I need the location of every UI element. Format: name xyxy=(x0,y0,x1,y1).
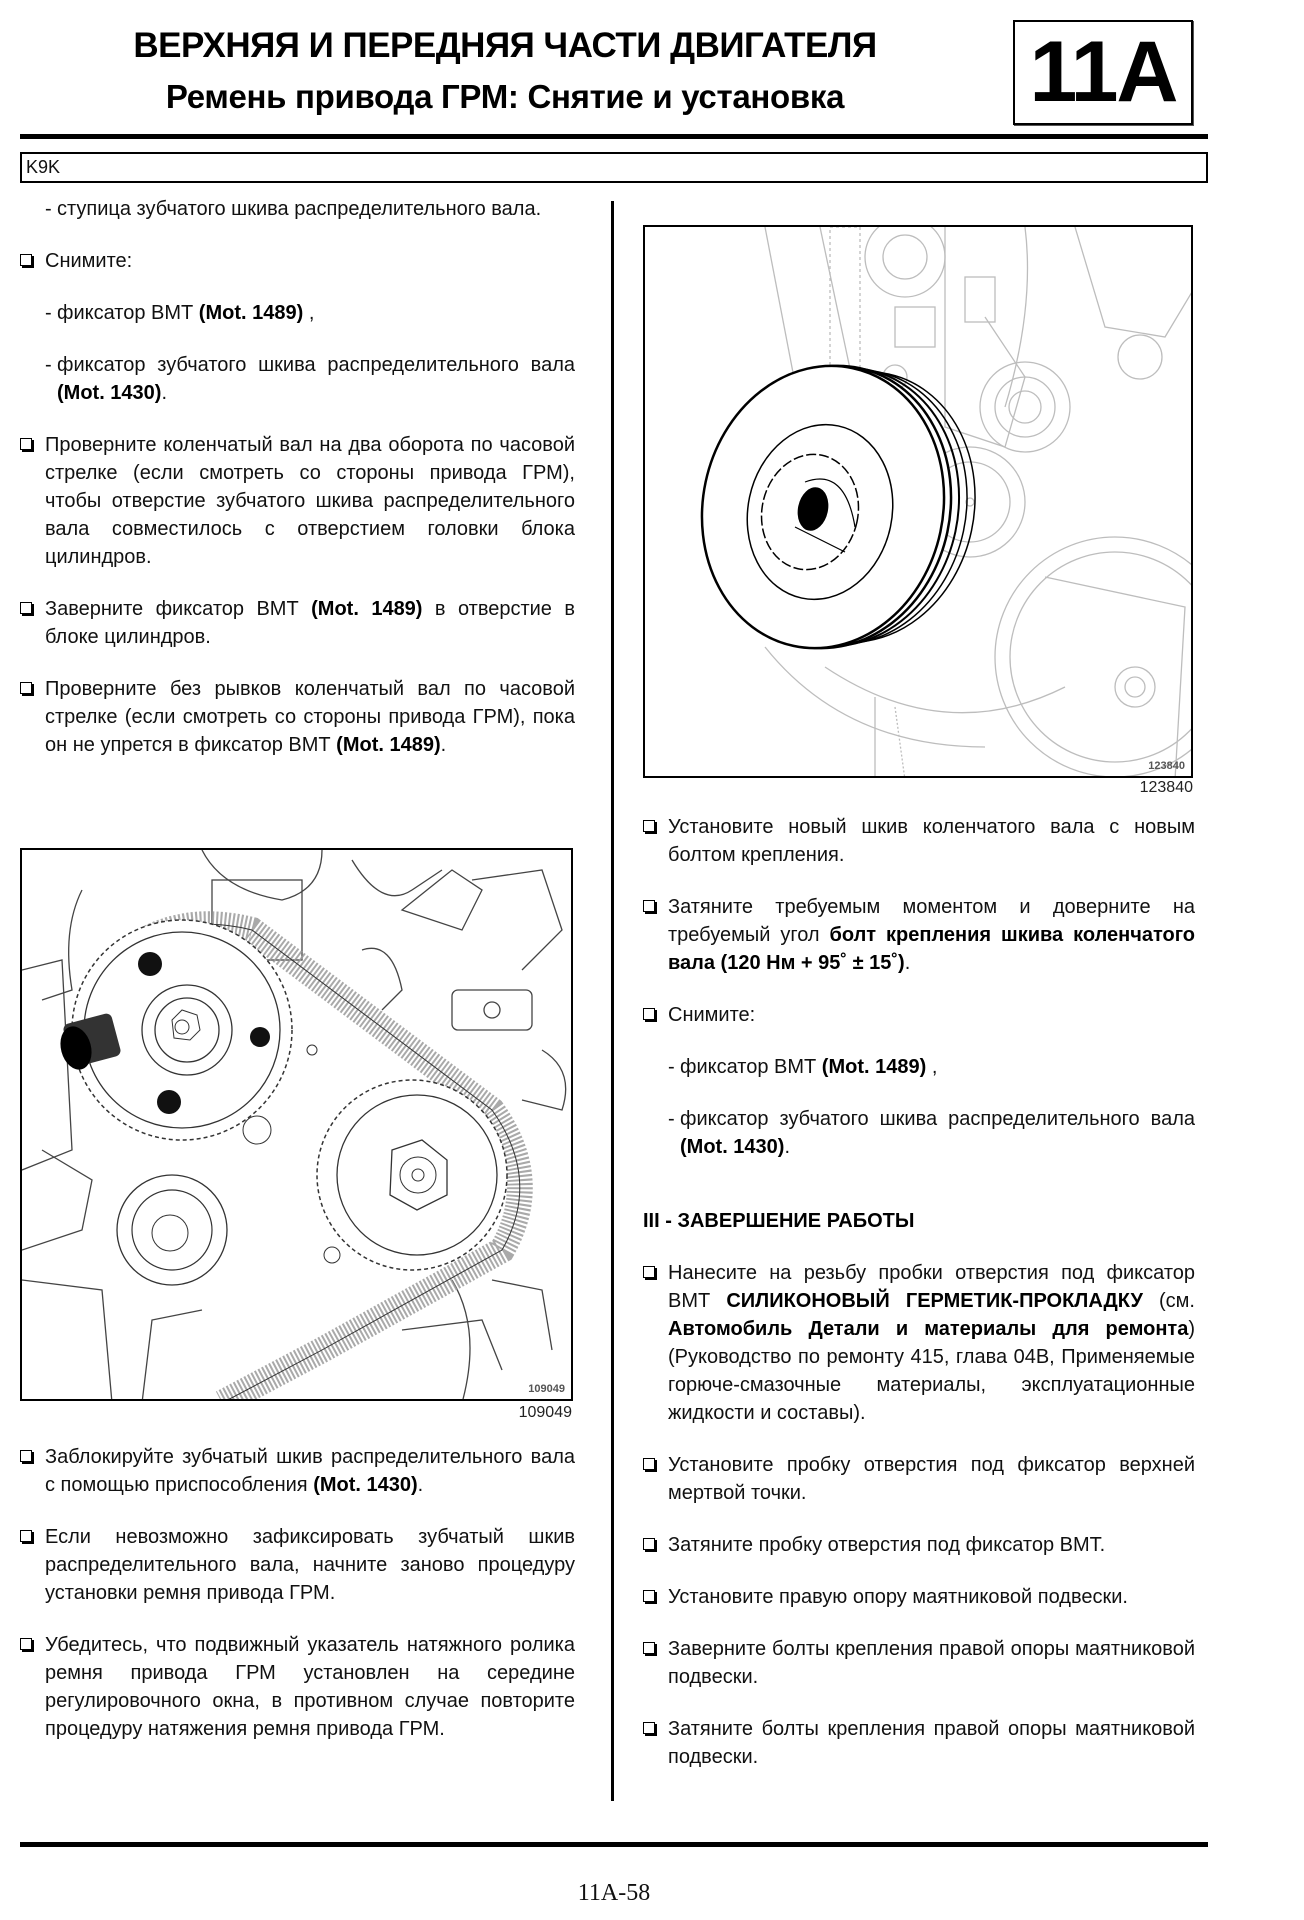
checkbox-square-icon xyxy=(20,682,32,694)
figure-inner-number: 123840 xyxy=(1148,760,1185,772)
step-rotate-smooth: Проверните без рывков коленчатый вал по часовой стрелке (если смотреть со стороны привода ГРМ), пока он не упрется в фиксатор ВМТ (Mot. 1489). xyxy=(20,675,575,759)
engine-code: K9K xyxy=(26,157,61,177)
sub-item: - фиксатор ВМТ (Mot. 1489) , xyxy=(45,302,315,324)
checkbox-square-icon xyxy=(643,820,655,832)
engine-code-bar xyxy=(20,152,1208,183)
figure-crankshaft-pulley xyxy=(643,225,1193,778)
step-screw-in-tdc-pin: Заверните фиксатор ВМТ (Mot. 1489) в отверстие в блоке цилиндров. xyxy=(20,595,575,651)
footer-divider xyxy=(20,1842,1208,1847)
step-apply-sealant: Нанесите на резьбу пробки отверстия под фиксатор ВМТ СИЛИКОНОВЫЙ ГЕРМЕТИК-ПРОКЛАДКУ (см. Автомобиль Детали и материалы для ремонта) (Руководство по ремонту 415, глава 04B, Применяемые горюче-смазочные материалы, эксплуатационные жидкости и составы). xyxy=(643,1259,1195,1427)
left-column-bottom xyxy=(20,1443,575,1743)
page-title: ВЕРХНЯЯ И ПЕРЕДНЯЯ ЧАСТИ ДВИГАТЕЛЯ xyxy=(133,26,877,65)
crankshaft-pulley-illustration xyxy=(645,227,1193,778)
step-restart-procedure: Если невозможно зафиксировать зубчатый шкив распределительного вала, начните заново процедуру установки ремня привода ГРМ. xyxy=(20,1523,575,1607)
step-tighten-pulley-bolt: Затяните требуемым моментом и доверните на требуемый угол болт крепления шкива коленчатого вала (120 Нм + 95˚ ± 15˚). xyxy=(643,893,1195,977)
checkbox-square-icon xyxy=(20,1638,32,1650)
checkbox-square-icon xyxy=(643,1008,655,1020)
figure-caption-number: 109049 xyxy=(518,1404,572,1421)
sub-item: - фиксатор зубчатого шкива распределительного вала (Mot. 1430). xyxy=(45,354,575,404)
column-divider xyxy=(611,201,614,1801)
checkbox-square-icon xyxy=(643,1458,655,1470)
chapter-badge: 11A xyxy=(1013,20,1193,125)
timing-belt-illustration xyxy=(22,850,573,1401)
figure-caption-number: 123840 xyxy=(1139,779,1193,796)
step-install-mount: Установите правую опору маятниковой подвески. xyxy=(643,1583,1195,1611)
step-tighten-plug: Затяните пробку отверстия под фиксатор ВМТ. xyxy=(643,1531,1195,1559)
checkbox-square-icon xyxy=(643,1642,655,1654)
step-screw-mount-bolts: Заверните болты крепления правой опоры маятниковой подвески. xyxy=(643,1635,1195,1691)
sub-item: - фиксатор зубчатого шкива распределительного вала (Mot. 1430). xyxy=(668,1108,1195,1158)
section-heading: III - ЗАВЕРШЕНИЕ РАБОТЫ xyxy=(643,1210,915,1232)
step-rotate-crankshaft: Проверните коленчатый вал на два оборота по часовой стрелке (если смотреть со стороны привода ГРМ), чтобы отверстие зубчатого шкива распределительного вала совместилось с отверстием головки блока цилиндров. xyxy=(20,431,575,571)
step-lock-sprocket: Заблокируйте зубчатый шкив распределительного вала с помощью приспособления (Mot. 1430). xyxy=(20,1443,575,1499)
checkbox-square-icon xyxy=(20,602,32,614)
page-number: 11A-58 xyxy=(577,1880,651,1906)
checkbox-square-icon xyxy=(643,1590,655,1602)
step-remove: Снимите: xyxy=(20,247,575,275)
checkbox-square-icon xyxy=(643,1538,655,1550)
sub-item: - ступица зубчатого шкива распределительного вала. xyxy=(45,198,542,220)
figure-inner-number: 109049 xyxy=(528,1383,565,1395)
figure-timing-belt xyxy=(20,848,573,1401)
header-divider xyxy=(20,134,1208,139)
right-column xyxy=(643,813,1195,1771)
step-tighten-mount-bolts: Затяните болты крепления правой опоры маятниковой подвески. xyxy=(643,1715,1195,1771)
step-install-pulley: Установите новый шкив коленчатого вала с новым болтом крепления. xyxy=(643,813,1195,869)
left-column-top xyxy=(20,195,575,759)
step-install-plug: Установите пробку отверстия под фиксатор верхней мертвой точки. xyxy=(643,1451,1195,1507)
checkbox-square-icon xyxy=(20,438,32,450)
step-remove: Снимите: xyxy=(643,1001,1195,1029)
sub-item: - фиксатор ВМТ (Mot. 1489) , xyxy=(668,1056,938,1078)
step-check-tensioner: Убедитесь, что подвижный указатель натяжного ролика ремня привода ГРМ установлен на середине регулировочного окна, в противном случае повторите процедуру натяжения ремня привода ГРМ. xyxy=(20,1631,575,1743)
checkbox-square-icon xyxy=(643,1722,655,1734)
checkbox-square-icon xyxy=(643,900,655,912)
checkbox-square-icon xyxy=(643,1266,655,1278)
checkbox-square-icon xyxy=(20,254,32,266)
page-subtitle: Ремень привода ГРМ: Снятие и установка xyxy=(165,78,845,115)
checkbox-square-icon xyxy=(20,1450,32,1462)
checkbox-square-icon xyxy=(20,1530,32,1542)
